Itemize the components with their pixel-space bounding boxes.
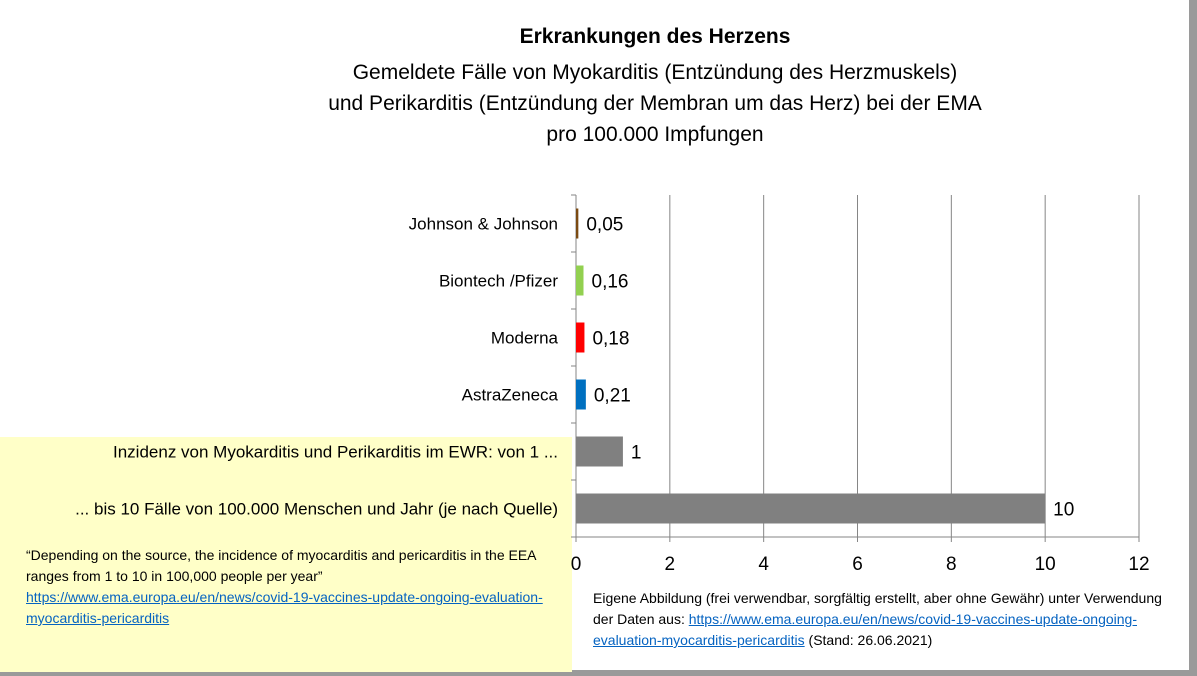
- subtitle-line: Gemeldete Fälle von Myokarditis (Entzündung des Herzmuskels): [352, 61, 958, 84]
- bar: [576, 266, 584, 296]
- category-label: Biontech /Pfizer: [438, 271, 558, 291]
- bar: [576, 323, 584, 353]
- x-tick-label: 2: [664, 554, 676, 575]
- data-label: 0,21: [593, 385, 631, 407]
- subtitle-line: und Perikarditis (Entzündung der Membran um das Herz) bei der EMA: [328, 92, 982, 115]
- subtitle-line: pro 100.000 Impfungen: [546, 123, 764, 146]
- x-tick-label: 10: [1034, 554, 1056, 575]
- category-label: Johnson & Johnson: [408, 214, 558, 234]
- category-label: ... bis 10 Fälle von 100.000 Menschen und Jahr (je nach Quelle): [75, 499, 558, 519]
- data-label: 0,18: [592, 328, 630, 350]
- source-link[interactable]: https://www.ema.europa.eu/en/news/covid-19-vaccines-update-ongoing-evaluation-myocarditis-pericarditis: [593, 611, 1137, 648]
- data-label: 10: [1053, 499, 1075, 521]
- category-label: AstraZeneca: [461, 385, 558, 405]
- quote-text: “Depending on the source, the incidence of myocarditis and pericarditis in the EEA ranges from 1 to 10 in 100,000 people per year”: [26, 547, 536, 584]
- source-date: (Stand: 26.06.2021): [804, 632, 933, 648]
- bar: [576, 380, 586, 410]
- x-tick-label: 12: [1128, 554, 1150, 575]
- x-tick-label: 0: [570, 554, 582, 575]
- data-label: 0,16: [591, 271, 629, 293]
- category-label: Moderna: [490, 328, 558, 348]
- bar: [576, 209, 578, 239]
- x-tick-label: 6: [852, 554, 863, 575]
- bar: [576, 437, 623, 467]
- bar: [576, 494, 1045, 524]
- x-tick-label: 4: [758, 554, 769, 575]
- category-label: Inzidenz von Myokarditis und Perikarditis im EWR: von 1 ...: [113, 442, 558, 462]
- source-text: Eigene Abbildung (frei verwendbar, sorgfältig erstellt, aber ohne Gewähr) unter Verwendung der Daten aus:: [593, 590, 1162, 627]
- x-tick-label: 8: [946, 554, 957, 575]
- chart-title: Erkrankungen des Herzens: [519, 25, 791, 48]
- data-label: 1: [630, 442, 642, 464]
- quote-link[interactable]: https://www.ema.europa.eu/en/news/covid-19-vaccines-update-ongoing-evaluation-myocarditis-pericarditis: [26, 589, 543, 626]
- data-label: 0,05: [586, 214, 624, 236]
